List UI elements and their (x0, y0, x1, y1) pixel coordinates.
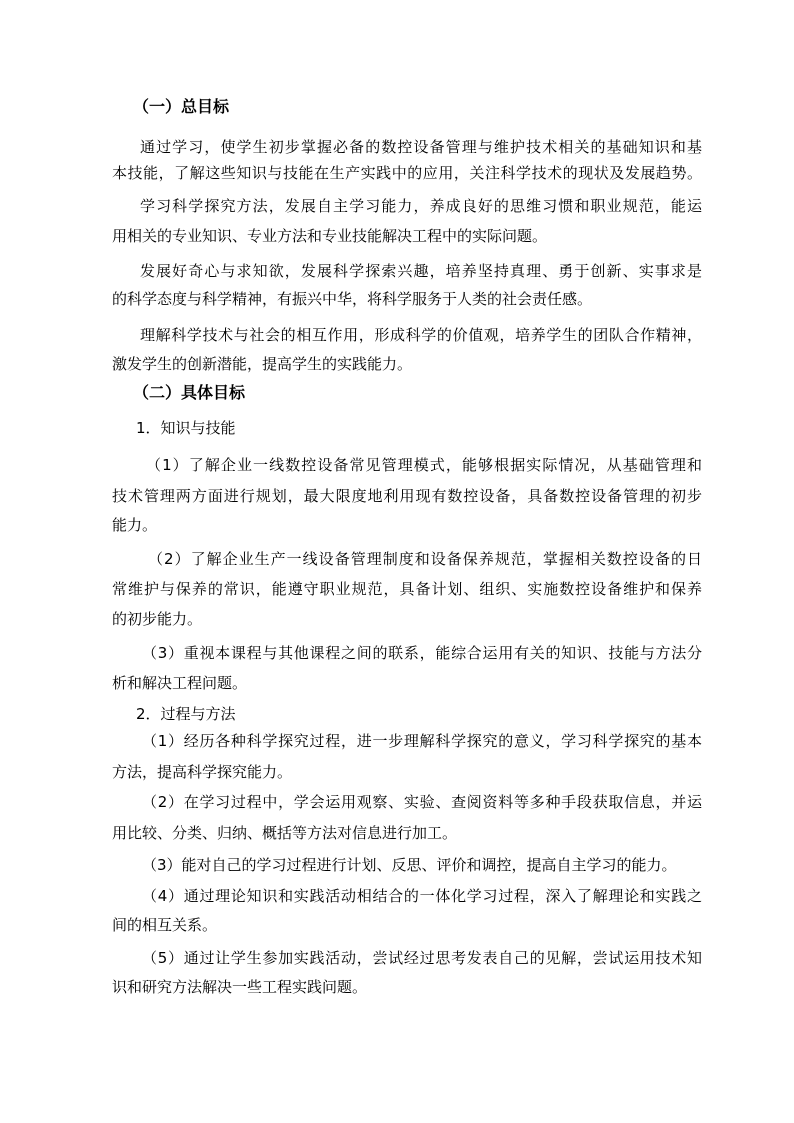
list-item-line: 技术管理两方面进行规划，最大限度地利用现有数控设备，具备数控设备管理的初步 (112, 487, 702, 505)
list-item-line: （3）能对自己的学习过程进行计划、反思、评价和调控，提高自主学习的能力。 (142, 856, 677, 874)
list-item-line: 用比较、分类、归纳、概括等方法对信息进行加工。 (112, 824, 458, 842)
list-item-line: （2）了解企业生产一线设备管理制度和设备保养规范，掌握相关数控设备的日 (148, 550, 702, 568)
paragraph-line: 通过学习，使学生初步掌握必备的数控设备管理与维护技术相关的基础知识和基 (140, 138, 702, 156)
paragraph-line: 发展好奇心与求知欲，发展科学探索兴趣，培养坚持真理、勇于创新、实事求是 (140, 262, 702, 280)
paragraph-line: 激发学生的创新潜能，提高学生的实践能力。 (112, 355, 413, 373)
list-item-line: 的初步能力。 (112, 610, 203, 628)
list-item-line: 方法，提高科学探究能力。 (112, 763, 293, 781)
paragraph-line: 理解科学技术与社会的相互作用，形成科学的价值观，培养学生的团队合作精神， (140, 326, 702, 344)
list-item-line: （5）通过让学生参加实践活动，尝试经过思考发表自己的见解，尝试运用技术知 (142, 949, 702, 967)
list-item-line: （4）通过理论知识和实践活动相结合的一体化学习过程，深入了解理论和实践之 (142, 887, 702, 905)
list-item-line: 识和研究方法解决一些工程实践问题。 (112, 978, 368, 996)
subsection-title-knowledge-skills: 1．知识与技能 (136, 419, 236, 437)
paragraph-line: 学习科学探究方法，发展自主学习能力，养成良好的思维习惯和职业规范，能运 (140, 197, 702, 215)
list-item-line: （2）在学习过程中，学会运用观察、实验、查阅资料等多种手段获取信息，并运 (142, 793, 702, 811)
list-item-line: 析和解决工程问题。 (112, 674, 248, 692)
subsection-title-process-methods: 2．过程与方法 (136, 705, 236, 723)
list-item-line: （1）经历各种科学探究过程，进一步理解科学探究的意义，学习科学探究的基本 (142, 732, 702, 750)
paragraph-line: 用相关的专业知识、专业方法和专业技能解决工程中的实际问题。 (112, 227, 548, 245)
list-item-line: 常维护与保养的常识，能遵守职业规范，具备计划、组织、实施数控设备维护和保养 (112, 580, 702, 598)
list-item-line: 能力。 (112, 516, 158, 534)
list-item-line: 间的相互关系。 (112, 916, 218, 934)
paragraph-line: 的科学态度与科学精神，有振兴中华，将科学服务于人类的社会责任感。 (112, 290, 593, 308)
section-heading-specific-goals: （二）具体目标 (133, 383, 246, 402)
list-item-line: （1）了解企业一线数控设备常见管理模式，能够根据实际情况，从基础管理和 (146, 456, 702, 474)
list-item-line: （3）重视本课程与其他课程之间的联系，能综合运用有关的知识、技能与方法分 (142, 644, 702, 662)
section-heading-overall-goal: （一）总目标 (133, 97, 230, 116)
paragraph-line: 本技能，了解这些知识与技能在生产实践中的应用，关注科学技术的现状及发展趋势。 (112, 164, 702, 182)
